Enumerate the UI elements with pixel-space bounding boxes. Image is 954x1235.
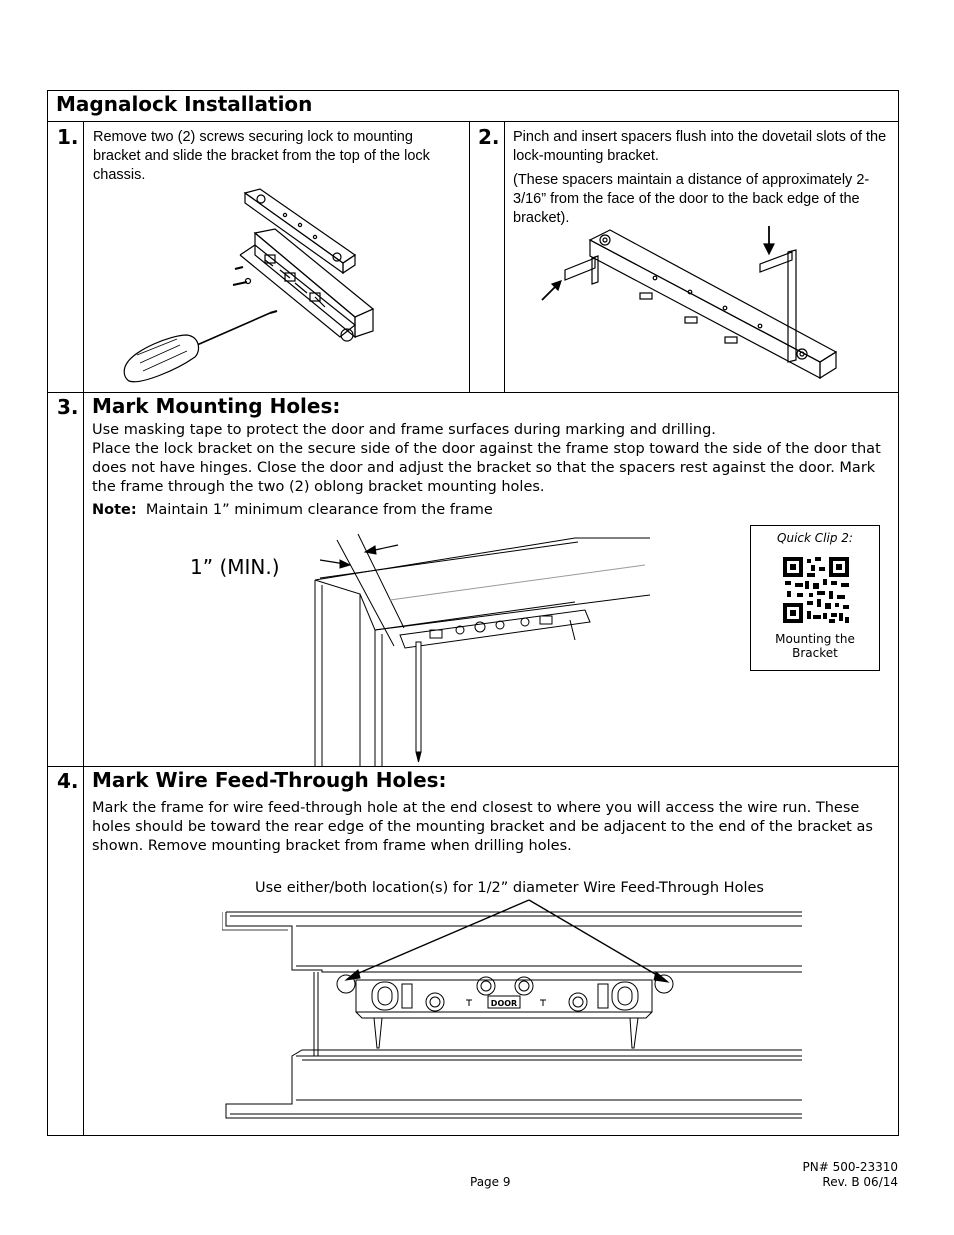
step-3-number: 3. xyxy=(57,395,79,419)
step-2-text: Pinch and insert spacers flush into the dovetail slots of the lock-mounting bracket. xyxy=(513,129,887,164)
revision: Rev. B 06/14 xyxy=(822,1175,898,1189)
note-label: Note: xyxy=(92,502,137,518)
step-column-divider-a xyxy=(469,121,470,392)
mounting-holes-illustration xyxy=(300,530,660,766)
step-4-text: Mark the frame for wire feed-through hole at the end closest to where you will access the wire run. These holes should be toward the rear edge of the mounting bracket and be adjacent to the end of the bracket as shown. Remove mounting bracket from frame when drilling holes. xyxy=(92,800,873,854)
number-column-divider xyxy=(83,121,84,1136)
wire-hole-callout: Use either/both location(s) for 1/2” diameter Wire Feed-Through Holes xyxy=(255,880,764,896)
step-3-heading: Mark Mounting Holes: xyxy=(92,394,341,418)
step-3-line-1: Use masking tape to protect the door and frame surfaces during marking and drilling. xyxy=(92,422,716,438)
step-column-divider-b xyxy=(504,121,505,392)
note-text: Maintain 1” minimum clearance from the frame xyxy=(145,502,493,518)
step-2-number: 2. xyxy=(478,125,500,149)
bracket-door-label: DOOR xyxy=(490,999,518,1008)
wire-feed-through-illustration xyxy=(222,896,802,1124)
step-2-note: (These spacers maintain a distance of approximately 2-3/16” from the face of the door to the back edge of the bracket). xyxy=(513,172,870,226)
page-number: Page 9 xyxy=(470,1175,511,1189)
step-3-note xyxy=(92,501,692,520)
quick-clip-title: Quick Clip 2: xyxy=(777,531,853,545)
min-clearance-label: 1” (MIN.) xyxy=(190,555,280,579)
step-3-line-2: Place the lock bracket on the secure side of the door against the frame stop toward the side of the door that does not have hinges. Close the door and adjust the bracket so that the spacers rest against the door. Mark the frame through the two (2) oblong bracket mounting holes. xyxy=(92,441,881,495)
row-divider-2 xyxy=(47,766,899,767)
spacer-insertion-illustration xyxy=(530,220,850,390)
lock-removal-illustration xyxy=(115,185,385,385)
quick-clip-box[interactable] xyxy=(750,525,880,671)
step-1-text: Remove two (2) screws securing lock to mounting bracket and slide the bracket from the top of the lock chassis. xyxy=(93,129,430,183)
part-number: PN# 500-23310 xyxy=(802,1160,898,1174)
quick-clip-caption: Mounting the Bracket xyxy=(775,632,855,660)
header-divider xyxy=(47,121,899,122)
step-1-number: 1. xyxy=(57,125,79,149)
qr-code-icon[interactable] xyxy=(783,557,849,623)
row-divider-1 xyxy=(47,392,899,393)
step-4-heading: Mark Wire Feed-Through Holes: xyxy=(92,768,447,792)
page-title: Magnalock Installation xyxy=(56,92,313,116)
step-4-number: 4. xyxy=(57,769,79,793)
